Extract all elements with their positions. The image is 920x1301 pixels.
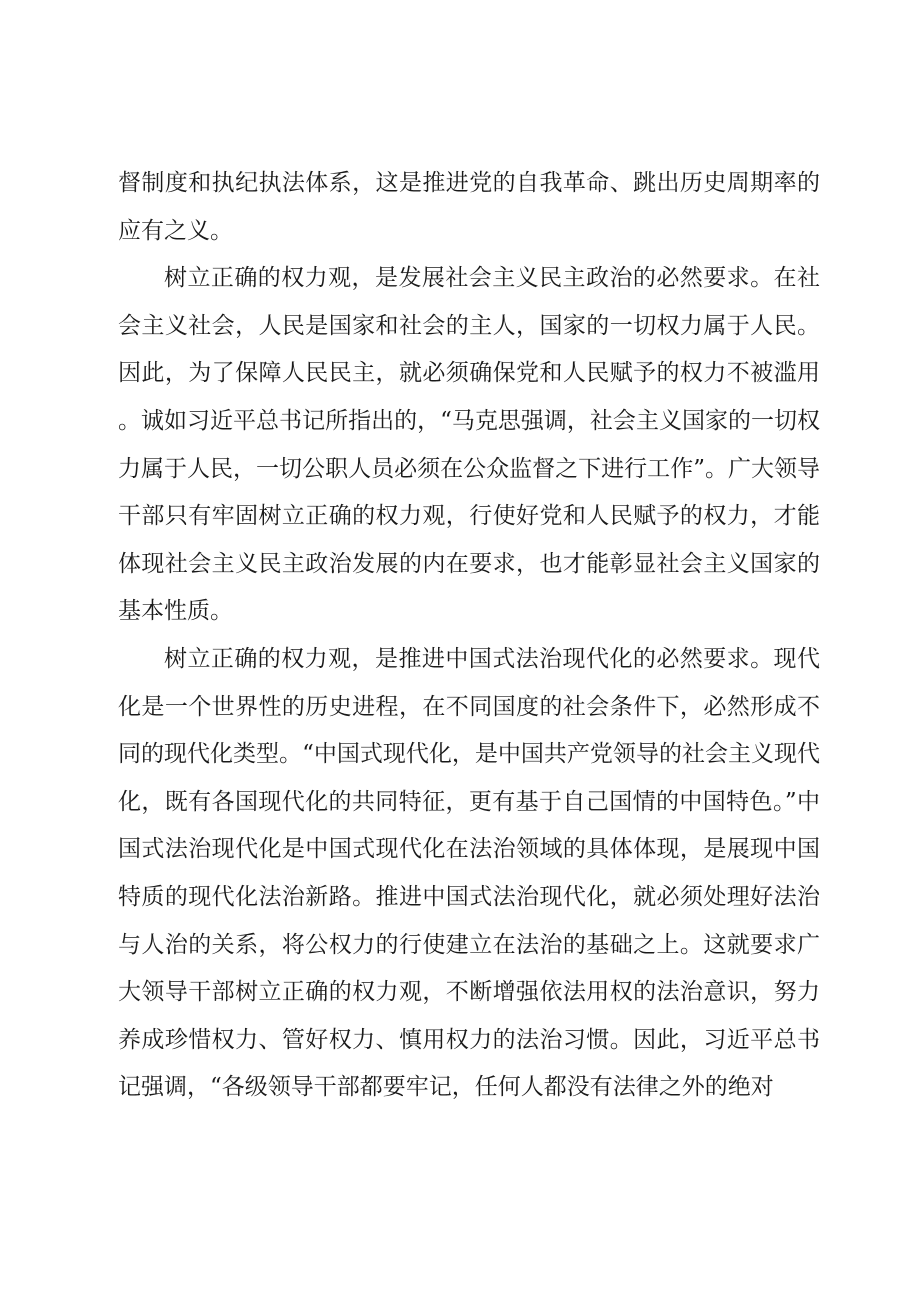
paragraph-rule-of-law: 树立正确的权力观，是推进中国式法治现代化的必然要求。现代化是一个世界性的历史进程，在不同国度的社会条件下，必然形成不同的现代化类型。“中国式现代化，是中国共产党领导的社会主义现代化，既有各国现代化的共同特征，更有基于自己国情的中国特色。”中国式法治现代化是中国式现代化在法治领域的具体体现，是展现中国特质的现代化法治新路。推进中国式法治现代化，就必须处理好法治与人治的关系，将公权力的行使建立在法治的基础之上。这就要求广大领导干部树立正确的权力观，不断增强依法用权的法治意识，努力养成珍惜权力、管好权力、慎用权力的法治习惯。因此，习近平总书记强调，“各级领导干部都要牢记，任何人都没有法律之外的绝对 <box>118 645 820 1101</box>
document-body <box>118 160 820 1112</box>
paragraph-democracy: 树立正确的权力观，是发展社会主义民主政治的必然要求。在社会主义社会，人民是国家和社会的主人，国家的一切权力属于人民。因此，为了保障人民民主，就必须确保党和人民赋予的权力不被滥用。诚如习近平总书记所指出的，“马克思强调，社会主义国家的一切权力属于人民，一切公职人员必须在公众监督之下进行工作”。广大领导干部只有牢固树立正确的权力观，行使好党和人民赋予的权力，才能体现社会主义民主政治发展的内在要求，也才能彰显社会主义国家的基本性质。 <box>118 265 820 625</box>
paragraph-continuation: 督制度和执纪执法体系，这是推进党的自我革命、跳出历史周期率的应有之义。 <box>118 170 820 244</box>
